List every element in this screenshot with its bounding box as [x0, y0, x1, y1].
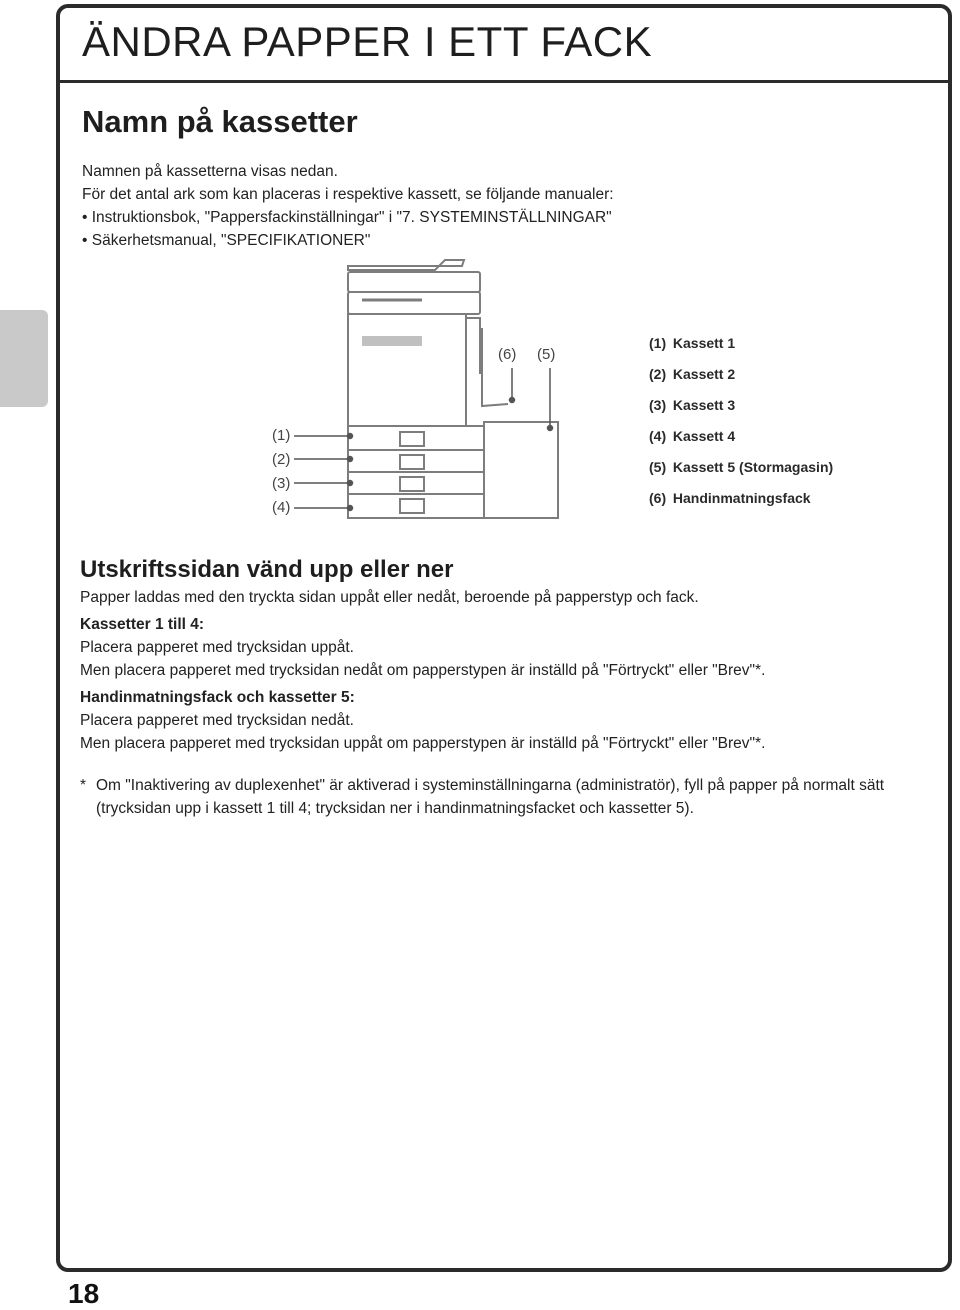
intro-line: För det antal ark som kan placeras i respektive kassett, se följande manualer: — [82, 186, 614, 203]
scanner-unit — [348, 272, 480, 292]
page-title: ÄNDRA PAPPER I ETT FACK — [82, 18, 653, 65]
large-capacity-tray — [484, 422, 558, 518]
section-heading: Namn på kassetter — [82, 104, 358, 139]
callout-left-3: (3) — [272, 475, 291, 492]
page-number: 18 — [68, 1278, 100, 1309]
section-print-side — [80, 556, 940, 755]
bullet-item — [82, 206, 932, 229]
callout-top-5: (5) — [537, 346, 556, 363]
printer-body — [348, 314, 466, 426]
trays-1-4-line: Men placera papperet med trycksidan nedåt om papperstypen är inställd på "Förtryckt" eller "Brev"*. — [80, 662, 766, 679]
exit-tray — [466, 318, 480, 374]
callout-left-4: (4) — [272, 499, 291, 516]
legend-item: (6) Handinmatningsfack — [649, 490, 811, 506]
footnote — [80, 774, 940, 820]
section-names — [82, 104, 932, 252]
control-panel — [348, 292, 480, 314]
title-bar — [60, 8, 948, 83]
printer-illustration — [250, 256, 630, 526]
bypass-tray — [482, 328, 508, 406]
bypass-line: Men placera papperet med trycksidan uppåt om papperstypen är inställd på "Förtryckt" eller "Brev"*. — [80, 735, 766, 752]
bullet-text: • Säkerhetsmanual, "SPECIFIKATIONER" — [82, 232, 370, 249]
trays-1-4-line: Placera papperet med trycksidan uppåt. — [80, 639, 354, 656]
subsection-heading: Utskriftssidan vänd upp eller ner — [80, 556, 454, 583]
chapter-tab — [0, 310, 48, 407]
legend-item: (1) Kassett 1 — [649, 335, 736, 351]
bypass-line: Placera papperet med trycksidan nedåt. — [80, 712, 354, 729]
callout-left-1: (1) — [272, 427, 291, 444]
intro-line: Namnen på kassetterna visas nedan. — [82, 163, 338, 180]
intro-text: Papper laddas med den tryckta sidan uppåt eller nedåt, beroende på papperstyp och fack. — [80, 589, 699, 606]
callout-top-6: (6) — [498, 346, 517, 363]
document-feeder — [348, 260, 464, 270]
footnote-marker: * — [80, 777, 87, 794]
bullet-text: • Instruktionsbok, "Pappersfackinställningar" i "7. SYSTEMINSTÄLLNINGAR" — [82, 209, 612, 226]
legend-item: (5) Kassett 5 (Stormagasin) — [649, 459, 834, 475]
legend-item: (2) Kassett 2 — [649, 366, 736, 382]
tray-legend — [649, 334, 939, 520]
footnote-text: Om "Inaktivering av duplexenhet" är aktiverad i systeminställningarna (administratör), fyll på papper på normalt sätt (trycksidan upp i kassett 1 till 4; trycksidan ner i handinmatningsfacket och kassetter 5). — [96, 777, 885, 817]
output-slot — [362, 336, 422, 346]
drawer-4 — [348, 494, 484, 518]
trays-1-4-label: Kassetter 1 till 4: — [80, 616, 205, 633]
callout-left-2: (2) — [272, 451, 291, 468]
legend-item: (4) Kassett 4 — [649, 428, 736, 444]
bullet-item — [82, 229, 932, 252]
legend-item: (3) Kassett 3 — [649, 397, 736, 413]
bypass-label: Handinmatningsfack och kassetter 5: — [80, 689, 355, 706]
